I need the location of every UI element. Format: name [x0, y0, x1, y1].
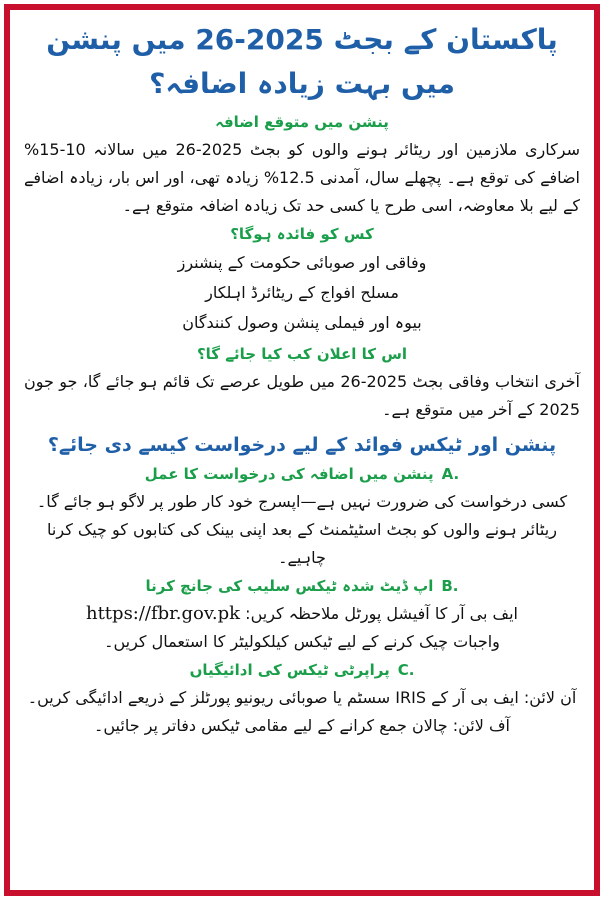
subsection-letter-c: C.	[397, 661, 415, 679]
section-heading-expected-increase: پنشن میں متوقع اضافہ	[215, 113, 389, 131]
beneficiaries-list	[24, 248, 580, 338]
document-frame	[4, 4, 600, 896]
document-content	[10, 10, 594, 740]
subsection-c-line: آف لائن: چالان جمع کرانے کے لیے مقامی ٹیکس دفاتر پر جائیں۔	[94, 716, 510, 735]
subsection-letter-b: B.	[441, 577, 459, 595]
subsection-b-line	[24, 600, 580, 628]
subsection-heading-c	[24, 658, 580, 682]
section-body-announcement: آخری انتخاب وفاقی بجٹ 2025-26 میں طویل عرصے تک قائم ہو جائے گا، جو جون 2025 کے آخر میں متوقع ہے۔	[24, 372, 581, 419]
section-heading-how-to-apply: پنشن اور ٹیکس فوائد کے لیے درخواست کیسے دی جائے؟	[47, 434, 557, 456]
section-heading-beneficiaries: کس کو فائدہ ہوگا؟	[230, 225, 374, 243]
subsection-heading-b	[24, 574, 580, 598]
subsection-heading-a	[24, 462, 580, 486]
list-item: وفاقی اور صوبائی حکومت کے پنشنرز	[177, 253, 427, 272]
list-item: مسلح افواج کے ریٹائرڈ اہلکار	[205, 283, 399, 302]
subsection-title-a: پنشن میں اضافہ کی درخواست کا عمل	[144, 465, 434, 483]
fbr-portal-link[interactable]: https://fbr.gov.pk	[85, 603, 241, 624]
subsection-title-c: پراپرٹی ٹیکس کی ادائیگیاں	[189, 661, 390, 679]
subsection-c-line: آن لائن: ایف بی آر کے IRIS سسٹم یا صوبائی ریونیو پورٹلز کے ذریعے ادائیگی کریں۔	[27, 688, 577, 707]
subsection-a-line: کسی درخواست کی ضرورت نہیں ہے—اپسرج خود کار طور پر لاگو ہو جائے گا۔	[36, 492, 568, 511]
section-body-expected-increase: سرکاری ملازمین اور ریٹائر ہونے والوں کو بجٹ 2025-26 میں سالانہ 10-15% اضافے کی توقع ہے۔ پچھلے سال، آمدنی 12.5% زیادہ تھی، اور اس بار، زیادہ اضافے کے لیے بلا معاوضہ، اسی طرح یا کسی حد تک زیادہ اضافہ متوقع ہے۔	[24, 140, 581, 215]
subsection-a-line: ریٹائر ہونے والوں کو بجٹ اسٹیٹمنٹ کے بعد اپنی بینک کی کتابوں کو چیک کرنا چاہیے۔	[47, 520, 557, 567]
section-heading-announcement: اس کا اعلان کب کیا جائے گا؟	[196, 345, 408, 363]
subsection-b-line: واجبات چیک کرنے کے لیے ٹیکس کیلکولیٹر کا استعمال کریں۔	[104, 632, 500, 651]
subsection-title-b: اپ ڈیٹ شدہ ٹیکس سلیب کی جانچ کرنا	[145, 577, 434, 595]
subsection-letter-a: A.	[441, 465, 460, 483]
page-title: پاکستان کے بجٹ 2025-26 میں پنشن میں بہت زیادہ اضافہ؟	[46, 23, 558, 100]
fbr-portal-text: ایف بی آر کا آفیشل پورٹل ملاحظہ کریں:	[245, 604, 518, 623]
list-item: بیوہ اور فیملی پنشن وصول کنندگان	[182, 313, 422, 332]
